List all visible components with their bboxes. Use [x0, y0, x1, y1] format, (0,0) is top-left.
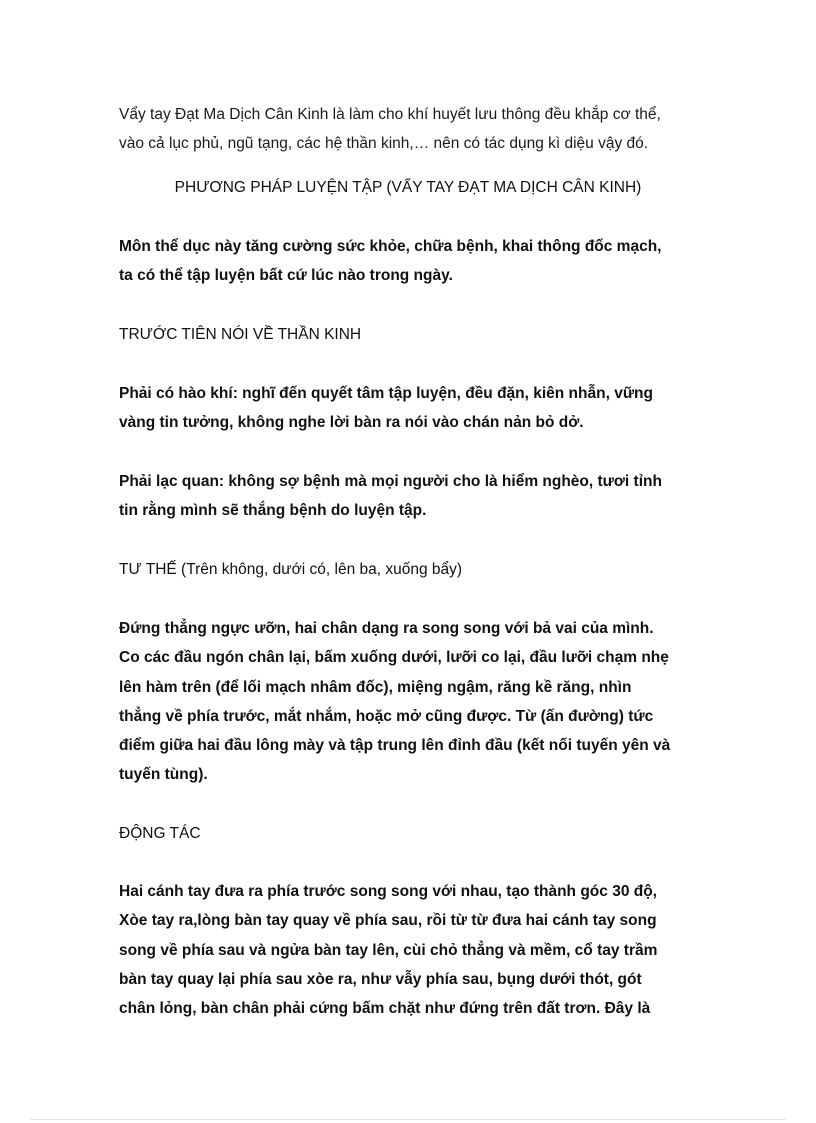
section-heading-nerves: TRƯỚC TIÊN NÓI VỀ THẦN KINH: [119, 326, 362, 343]
paragraph-intro-exercise: [119, 232, 719, 291]
paragraph-optimism: [119, 467, 719, 526]
section-heading-movement: ĐỘNG TÁC: [119, 825, 201, 842]
paragraph-movement: [119, 877, 719, 1023]
intro-line: Vẩy tay Đạt Ma Dịch Cân Kinh là làm cho khí huyết lưu thông đều khắp cơ thể,: [119, 106, 661, 123]
paragraph-spirit: [119, 379, 719, 438]
paragraph-line: Môn thể dục này tăng cường sức khỏe, chữa bệnh, khai thông đốc mạch,: [119, 238, 662, 255]
paragraph-line: song về phía sau và ngửa bàn tay lên, cùi chỏ thẳng và mềm, cổ tay trầm: [119, 941, 658, 959]
paragraph-line: vàng tin tưởng, không nghe lời bàn ra nói vào chán nản bỏ dở.: [119, 414, 584, 432]
paragraph-line: Xòe tay ra,lòng bàn tay quay về phía sau, rồi từ từ đưa hai cánh tay song: [119, 912, 657, 930]
section-heading-posture: TƯ THẾ (Trên không, dưới có, lên ba, xuống bẩy): [119, 561, 463, 578]
paragraph-line: Đứng thẳng ngực ưỡn, hai chân dạng ra song song với bả vai của mình.: [119, 620, 654, 637]
paragraph-line: Phải lạc quan: không sợ bệnh mà mọi người cho là hiểm nghèo, tươi tỉnh: [119, 473, 662, 490]
paragraph-line: bàn tay quay lại phía sau xòe ra, như vẫy phía sau, bụng dưới thót, gót: [119, 970, 642, 988]
intro-line: vào cả lục phủ, ngũ tạng, các hệ thần kinh,… nên có tác dụng kì diệu vậy đó.: [119, 135, 649, 152]
page-bottom-rule: [30, 1119, 786, 1120]
paragraph-line: lên hàm trên (để lối mạch nhâm đốc), miệng ngậm, răng kề răng, nhìn: [119, 678, 632, 696]
paragraph-line: tin rằng mình sẽ thắng bệnh do luyện tập.: [119, 502, 427, 520]
paragraph-posture: [119, 614, 719, 790]
paragraph-line: thẳng về phía trước, mắt nhắm, hoặc mở cũng được. Từ (ấn đường) tức: [119, 707, 654, 725]
paragraph-line: chân lỏng, bàn chân phải cứng bấm chặt như đứng trên đất trơn. Đây là: [119, 1000, 651, 1018]
paragraph-line: Phải có hào khí: nghĩ đến quyết tâm tập luyện, đều đặn, kiên nhẫn, vững: [119, 385, 653, 402]
paragraph-line: tuyến tùng).: [119, 766, 208, 784]
paragraph-line: Hai cánh tay đưa ra phía trước song song với nhau, tạo thành góc 30 độ,: [119, 883, 657, 900]
intro-paragraph: [119, 100, 719, 158]
document-title: PHƯƠNG PHÁP LUYỆN TẬP (VẨY TAY ĐẠT MA DỊCH CÂN KINH): [174, 179, 642, 196]
paragraph-line: ta có thể tập luyện bất cứ lúc nào trong ngày.: [119, 267, 453, 285]
paragraph-line: điểm giữa hai đầu lông mày và tập trung lên đỉnh đầu (kết nối tuyến yên và: [119, 737, 671, 755]
paragraph-line: Co các đầu ngón chân lại, bấm xuống dưới, lưỡi co lại, đầu lưỡi chạm nhẹ: [119, 649, 669, 667]
